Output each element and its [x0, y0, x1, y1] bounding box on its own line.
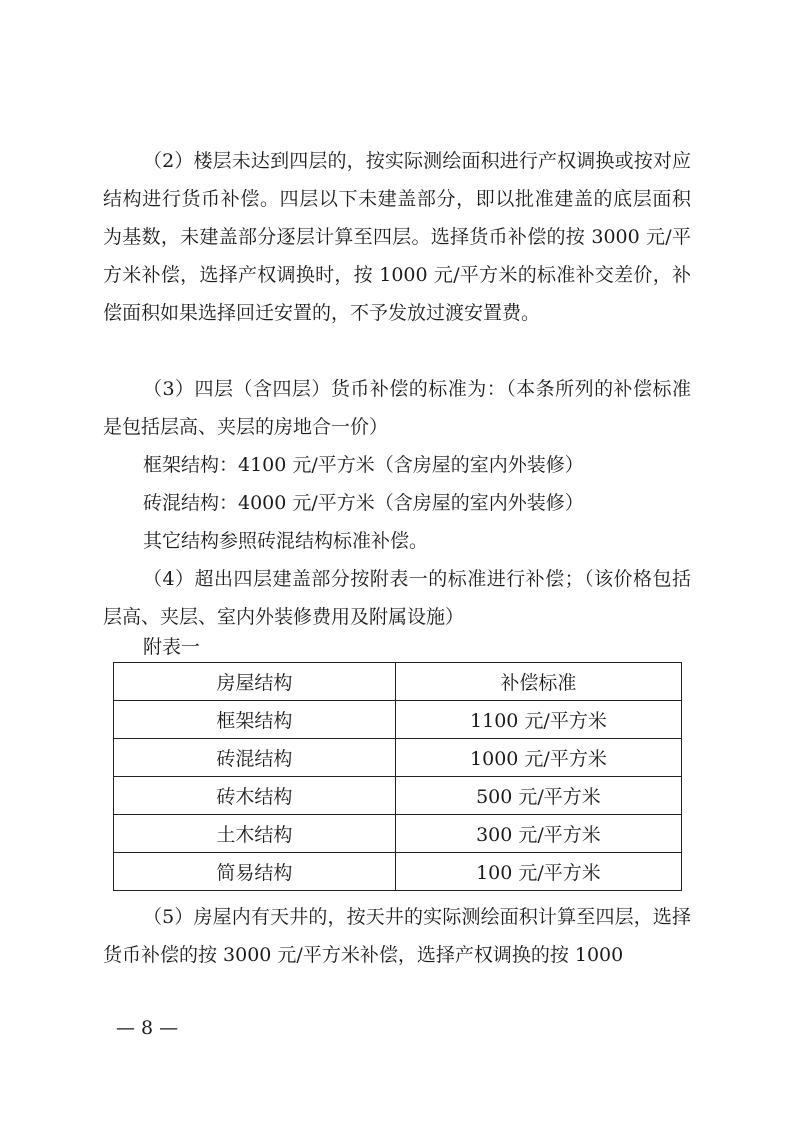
table-row	[114, 777, 682, 815]
structure-cell: 砖木结构	[114, 777, 396, 815]
paragraph-2: （2）楼层未达到四层的，按实际测绘面积进行产权调换或按对应结构进行货币补偿。四层以下未建盖部分，即以批准建盖的底层面积为基数，未建盖部分逐层计算至四层。选择货币补偿的按 3000 元/平方米补偿，选择产权调换时，按 1000 元/平方米的标准补交差价，补偿面积如果选择回迁安置的，不予发放过渡安置费。	[103, 150, 691, 324]
table-row	[114, 853, 682, 891]
page-number: — 8 —	[116, 1017, 179, 1039]
structure-cell: 砖混结构	[114, 739, 396, 777]
paragraph-5: （5）房屋内有天井的，按天井的实际测绘面积计算至四层，选择货币补偿的按 3000 元/平方米补偿，选择产权调换的按 1000	[103, 906, 691, 966]
frame-structure-line: 框架结构：4100 元/平方米（含房屋的室内外装修）	[143, 454, 584, 476]
paragraph-3: （3）四层（含四层）货币补偿的标准为：（本条所列的补偿标准是包括层高、夹层的房地合一价）	[103, 378, 691, 438]
compensation-table	[113, 662, 682, 891]
standard-cell: 1100 元/平方米	[395, 701, 681, 739]
table-row	[114, 739, 682, 777]
table-header-row	[114, 663, 682, 701]
table-header-standard: 补偿标准	[395, 663, 681, 701]
structure-cell: 框架结构	[114, 701, 396, 739]
other-structure-line: 其它结构参照砖混结构标准补偿。	[143, 530, 429, 552]
structure-cell: 土木结构	[114, 815, 396, 853]
standard-cell: 500 元/平方米	[395, 777, 681, 815]
standard-cell: 300 元/平方米	[395, 815, 681, 853]
paragraph-4: （4）超出四层建盖部分按附表一的标准进行补偿；（该价格包括层高、夹层、室内外装修费用及附属设施）	[103, 568, 691, 628]
table-header-structure: 房屋结构	[114, 663, 396, 701]
structure-cell: 简易结构	[114, 853, 396, 891]
standard-cell: 100 元/平方米	[395, 853, 681, 891]
brick-concrete-line: 砖混结构：4000 元/平方米（含房屋的室内外装修）	[143, 492, 584, 514]
table-row	[114, 815, 682, 853]
table-row	[114, 701, 682, 739]
table-caption: 附表一	[143, 636, 201, 658]
standard-cell: 1000 元/平方米	[395, 739, 681, 777]
